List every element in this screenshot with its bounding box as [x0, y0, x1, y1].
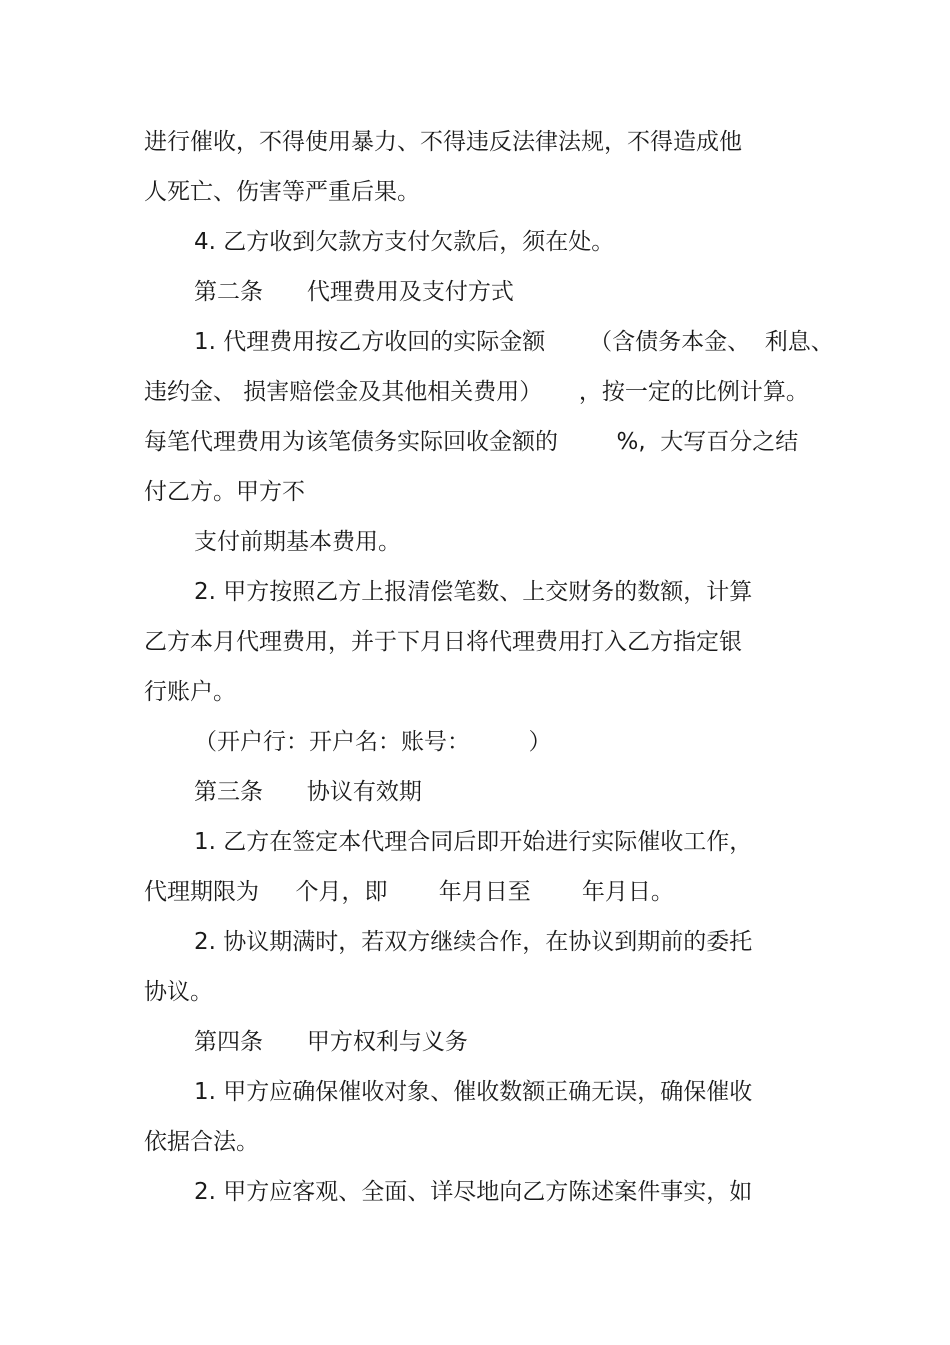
text-line: 违约金、 损害赔偿金及其他相关费用） ，按一定的比例计算。	[144, 379, 809, 405]
text-line: 进行催收，不得使用暴力、不得违反法律法规，不得造成他	[144, 129, 742, 155]
text-line: 2. 甲方按照乙方上报清偿笔数、上交财务的数额，计算	[194, 579, 753, 605]
text-line: 2. 协议期满时，若双方继续合作，在协议到期前的委托	[194, 929, 753, 955]
bank-info-line: （开户行：开户名：账号： ）	[194, 729, 552, 755]
section-heading: 第二条 代理费用及支付方式	[194, 279, 514, 305]
text-line: 每笔代理费用为该笔债务实际回收金额的 %, 大写百分之结	[144, 429, 799, 455]
text-line: 4. 乙方收到欠款方支付欠款后，须在处。	[194, 229, 615, 255]
section-heading: 第三条 协议有效期	[194, 779, 422, 805]
text-line: 2. 甲方应客观、全面、详尽地向乙方陈述案件事实，如	[194, 1179, 753, 1205]
text-line: 行账户。	[144, 679, 236, 705]
text-line: 依据合法。	[144, 1129, 259, 1155]
text-line: 1. 乙方在签定本代理合同后即开始进行实际催收工作，	[194, 829, 753, 855]
text-line: 乙方本月代理费用，并于下月日将代理费用打入乙方指定银	[144, 629, 742, 655]
text-line: 支付前期基本费用。	[194, 529, 401, 555]
text-line: 人死亡、伤害等严重后果。	[144, 179, 420, 205]
text-line: 代理期限为 个月，即 年月日至 年月日。	[144, 879, 674, 905]
text-line: 1. 代理费用按乙方收回的实际金额 （含债务本金、 利息、	[194, 329, 834, 355]
section-heading: 第四条 甲方权利与义务	[194, 1029, 468, 1055]
text-line: 付乙方。甲方不	[144, 479, 305, 505]
text-line: 协议。	[144, 979, 213, 1005]
text-line: 1. 甲方应确保催收对象、催收数额正确无误，确保催收	[194, 1079, 753, 1105]
